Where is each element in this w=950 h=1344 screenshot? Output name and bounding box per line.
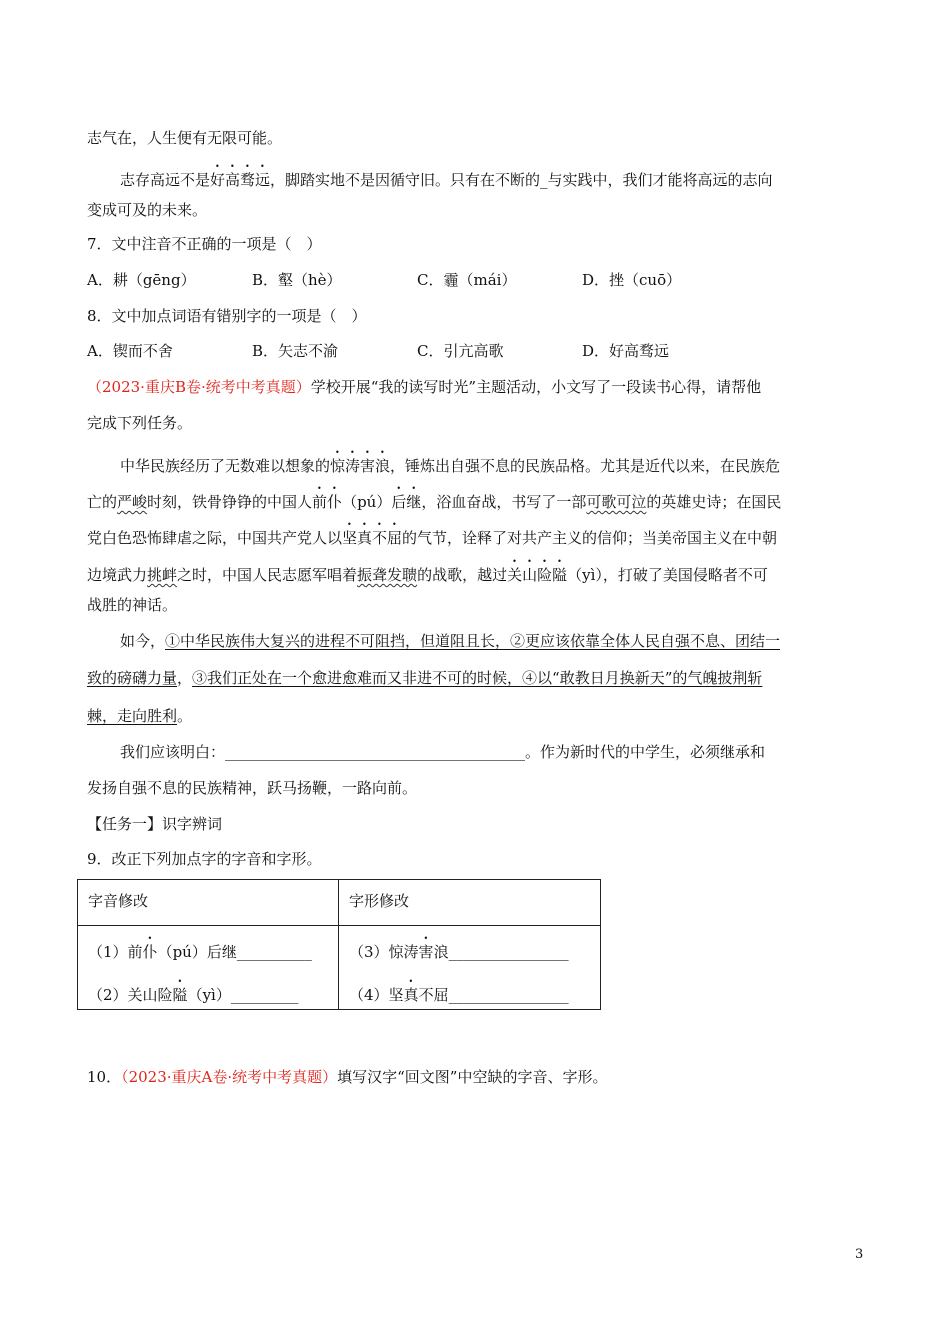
passage-line2: 亡的严峻时刻，铁骨铮铮的中国人前仆（pú）后继，浴血奋战，书写了一部可歌可泣的英雄史诗；在国民: [87, 493, 782, 511]
q7-option-b: B．壑（hè）: [252, 271, 342, 289]
p2-line1: 志存高远不是好高骛远，脚踏实地不是因循守旧。只有在不断的_与实践中，我们才能将高远的志向: [120, 171, 773, 189]
q7-stem: 7．文中注音不正确的一项是（ ）: [87, 235, 322, 253]
passage2-line3: 棘，走向胜利。: [87, 707, 193, 725]
q7-options: [87, 269, 681, 291]
source-line1: （2023·重庆B卷·统考中考真题）学校开展“我的读写时光”主题活动，小文写了一段读书心得，请帮他: [87, 378, 762, 396]
item-1[interactable]: （1）前仆（pú）后继__________: [88, 943, 312, 961]
q8-option-b: B．矢志不渝: [252, 342, 339, 360]
q7-option-a: A．耕（gēng）: [87, 271, 196, 289]
passage3-line2: 发扬自强不息的民族精神，跃马扬鞭，一路向前。: [87, 779, 418, 797]
p1-line1: 志气在，人生便有无限可能。: [87, 129, 283, 147]
q8-option-a: A．锲而不舍: [87, 342, 173, 360]
q8-options: [87, 340, 669, 362]
source-line2: 完成下列任务。: [87, 414, 193, 432]
q9-stem: 9．改正下列加点字的字音和字形。: [87, 850, 322, 868]
correction-table: [77, 879, 601, 1010]
passage2-line1: 如今，①中华民族伟大复兴的进程不可阻挡，但道阻且长，②更应该依靠全体人民自强不息、团结一: [120, 632, 781, 650]
passage3-line1: 我们应该明白：________________________________________。作为新时代的中学生，必须继承和: [120, 743, 766, 761]
item-3[interactable]: （3）惊涛害浪________________: [349, 943, 569, 961]
p2-line2: 变成可及的未来。: [87, 201, 208, 219]
q7-option-d: D．挫（cuō）: [582, 271, 682, 289]
item-2[interactable]: （2）关山险隘（yì）_________: [88, 986, 299, 1004]
q8-option-c: C．引亢高歌: [417, 342, 504, 360]
header-pronunciation: 字音修改: [78, 880, 339, 926]
dotted-word: 好高骛远: [210, 171, 271, 189]
q8-stem: 8．文中加点词语有错别字的一项是（ ）: [87, 307, 367, 325]
q8-option-d: D．好高骛远: [582, 342, 670, 360]
q10-stem: 10．（2023·重庆A卷·统考中考真题）填写汉字“回文图”中空缺的字音、字形。: [87, 1068, 608, 1086]
passage-line4: 边境武力挑衅之时，中国人民志愿军唱着振聋发聩的战歌，越过关山险隘（yì），打破了美国侵略者不可: [87, 566, 768, 584]
task1-heading: 【任务一】识字辨词: [87, 815, 223, 833]
passage-line1: 中华民族经历了无数难以想象的惊涛害浪，锤炼出自强不息的民族品格。尤其是近代以来，在民族危: [120, 457, 781, 475]
q10-source-tag: （2023·重庆A卷·统考中考真题）: [121, 1068, 338, 1086]
character-cell: [339, 926, 601, 1010]
item-4[interactable]: （4）坚真不屈________________: [349, 986, 569, 1004]
passage2-line2: 致的磅礴力量，③我们正处在一个愈进愈难而又非进不可的时候，④以“敢教日月换新天”的气魄披荆斩: [87, 669, 763, 687]
source-tag: （2023·重庆B卷·统考中考真题）: [87, 378, 311, 396]
pronunciation-cell: [78, 926, 339, 1010]
header-character: 字形修改: [339, 880, 601, 926]
passage-line5: 战胜的神话。: [87, 596, 178, 614]
q7-option-c: C．霾（mái）: [417, 271, 517, 289]
page-number: 3: [855, 1247, 864, 1262]
passage-line3: 党白色恐怖肆虐之际，中国共产党人以坚真不屈的气节，诠释了对共产主义的信仰；当美帝国主义在中朝: [87, 529, 778, 547]
